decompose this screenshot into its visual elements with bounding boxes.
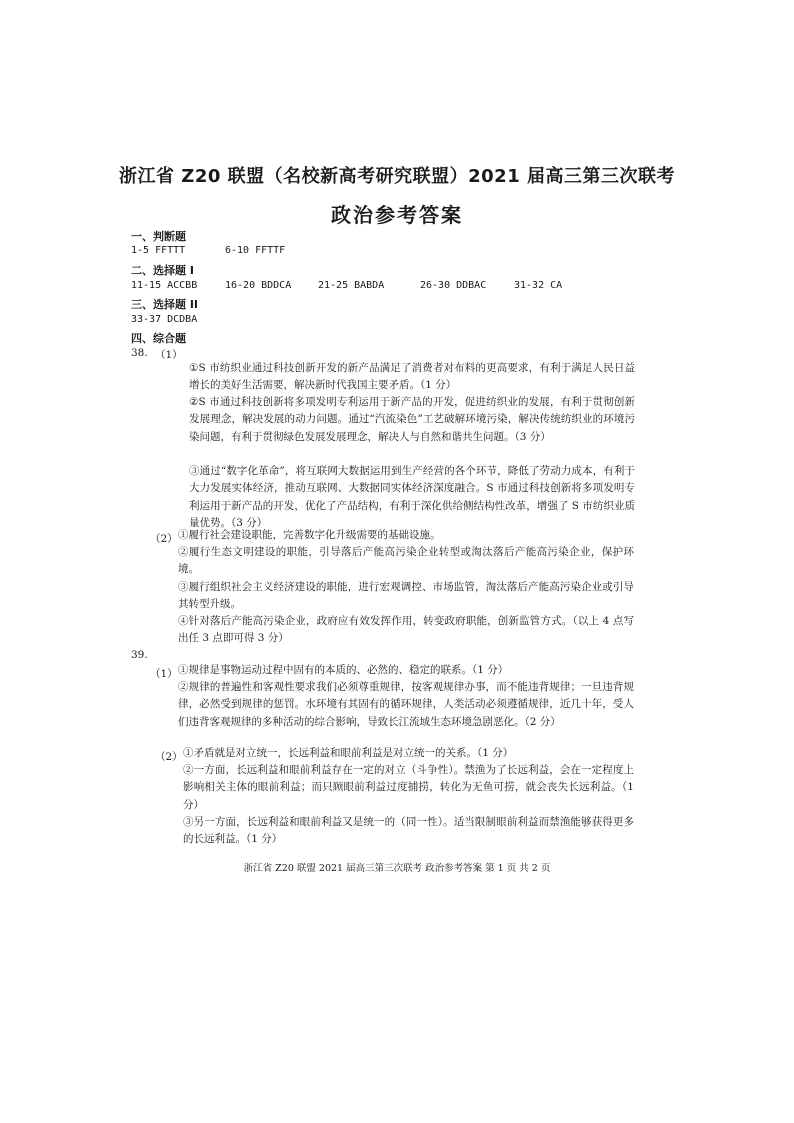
q38-part2-point-1: ①履行社会建设职能，完善数字化升级需要的基础设施。	[178, 529, 441, 541]
q38-part2-point-2: ②履行生态文明建设的职能，引导落后产能高污染企业转型或淘汰落后产能高污染企业，保护环境。	[178, 546, 634, 576]
page-title: 浙江省 Z20 联盟（名校新高考研究联盟）2021 届高三第三次联考	[119, 166, 675, 187]
answer-group: 11-15 ACCBB	[131, 280, 198, 291]
answer-group: 26-30 DDBAC	[420, 280, 487, 291]
section-heading-judgment: 一、判断题	[131, 230, 186, 243]
answer-group: 6-10 FFTTF	[225, 245, 286, 256]
q38-part2-point-4: ④针对落后产能高污染企业，政府应有效发挥作用，转变政府职能，创新监管方式。（以上 4 点写出任 3 点即可得 3 分）	[178, 615, 634, 645]
page-footer: 浙江省 Z20 联盟 2021 届高三第三次联考 政治参考答案 第 1 页 共 2 页	[243, 863, 551, 874]
answer-group: 16-20 BDDCA	[225, 280, 292, 291]
page-subtitle: 政治参考答案	[331, 203, 463, 227]
q39-part2-point-2: ②一方面，长远利益和眼前利益存在一定的对立（斗争性）。禁渔为了长远利益，会在一定程度上影响相关主体的眼前利益；而只顾眼前利益过度捕捞，转化为无鱼可捞，就会丧失长远利益。（1 分）	[183, 764, 634, 811]
question-39-number: 39.	[131, 649, 148, 661]
answer-group: 21-25 BABDA	[318, 280, 385, 291]
answer-group: 33-37 DCDBA	[131, 314, 198, 325]
q39-part1-point-1: ①规律是事物运动过程中固有的本质的、必然的、稳定的联系。（1 分）	[178, 664, 509, 676]
question-39-part2-label: （2）	[155, 751, 183, 763]
answer-group: 31-32 CA	[514, 280, 563, 291]
q38-part1-point-2: ②S 市通过科技创新将多项发明专利运用于新产品的开发，促进纺织业的发展，有利于贯彻创新发展理念，解决发展的动力问题。通过“汽流染色”工艺破解环境污染，解决传统纺织业的环境污染问题，有利于贯彻绿色发展发展理念，解决人与自然和谐共生问题。（3 分）	[189, 396, 635, 443]
q38-part1-point-3: ③通过“数字化革命”，将互联网大数据运用到生产经营的各个环节，降低了劳动力成本，有利于大力发展实体经济，推动互联网、大数据同实体经济深度融合。S 市通过科技创新将多项发明专利运用于新产品的开发，优化了产品结构，有利于深化供给侧结构性改革，增强了 S 市纺织业质量优势。（3 分）	[189, 465, 635, 530]
q39-part1-point-2: ②规律的普遍性和客观性要求我们必须尊重规律，按客观规律办事，而不能违背规律；一旦违背规律，必然受到规律的惩罚。水环境有其固有的循环规律，人类活动必须遵循规律，近几十年，受人们违背客观规律的多种活动的综合影响，导致长江流域生态环境急剧恶化。（2 分）	[178, 681, 634, 728]
answer-group: 1-5 FFTTT	[131, 245, 186, 256]
section-heading-choice-2: 三、选择题 II	[131, 298, 199, 311]
q38-part2-point-3: ③履行组织社会主义经济建设的职能，进行宏观调控、市场监管，淘汰落后产能高污染企业或引导其转型升级。	[178, 581, 634, 611]
section-heading-choice-1: 二、选择题 I	[131, 264, 194, 277]
question-38-part1-label: （1）	[155, 349, 183, 361]
question-38-number: 38.	[131, 347, 148, 359]
section-heading-comprehensive: 四、综合题	[131, 332, 186, 345]
q39-part2-point-1: ①矛盾就是对立统一，长远利益和眼前利益是对立统一的关系。（1 分）	[183, 747, 514, 759]
question-38-part2-label: （2）	[150, 533, 178, 545]
q38-part1-point-1: ①S 市纺织业通过科技创新开发的新产品满足了消费者对布料的更高要求，有利于满足人民日益增长的美好生活需要，解决新时代我国主要矛盾。（1 分）	[189, 362, 635, 392]
question-39-part1-label: （1）	[150, 668, 178, 680]
q39-part2-point-3: ③另一方面，长远利益和眼前利益又是统一的（同一性）。适当限制眼前利益而禁渔能够获得更多的长远利益。（1 分）	[183, 816, 634, 846]
